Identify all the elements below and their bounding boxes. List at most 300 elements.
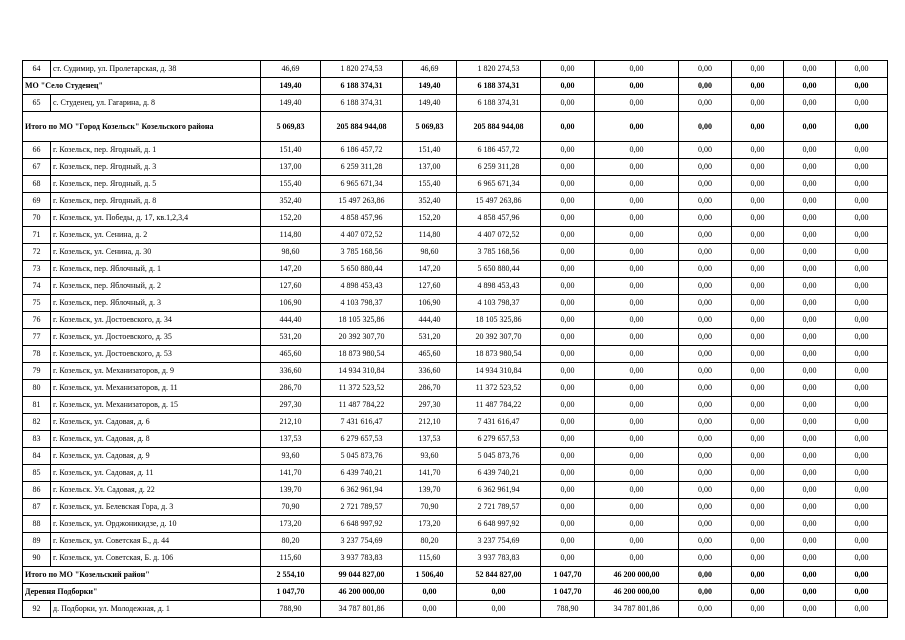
value-cell: 20 392 307,70 — [321, 329, 403, 346]
value-cell: 0,00 — [836, 533, 888, 550]
value-cell: 0,00 — [732, 533, 784, 550]
value-cell: 114,80 — [403, 227, 457, 244]
row-number: 78 — [23, 346, 51, 363]
value-cell: 0,00 — [836, 414, 888, 431]
value-cell: 3 785 168,56 — [457, 244, 541, 261]
value-cell: 147,20 — [261, 261, 321, 278]
value-cell: 0,00 — [595, 227, 679, 244]
value-cell: 0,00 — [836, 261, 888, 278]
row-number: 72 — [23, 244, 51, 261]
value-cell: 444,40 — [403, 312, 457, 329]
value-cell: 0,00 — [595, 329, 679, 346]
value-cell: 0,00 — [784, 295, 836, 312]
value-cell: 0,00 — [784, 95, 836, 112]
value-cell: 352,40 — [403, 193, 457, 210]
value-cell: 3 237 754,69 — [321, 533, 403, 550]
address-cell: г. Козельск, ул. Советская, Б. д. 106 — [51, 550, 261, 567]
value-cell: 114,80 — [261, 227, 321, 244]
value-cell: 0,00 — [732, 380, 784, 397]
value-cell: 212,10 — [261, 414, 321, 431]
value-cell: 0,00 — [836, 142, 888, 159]
value-cell: 0,00 — [836, 244, 888, 261]
value-cell: 0,00 — [595, 346, 679, 363]
value-cell: 1 820 274,53 — [457, 61, 541, 78]
value-cell: 0,00 — [679, 142, 732, 159]
value-cell: 46 200 000,00 — [595, 584, 679, 601]
value-cell: 152,20 — [261, 210, 321, 227]
value-cell: 0,00 — [541, 465, 595, 482]
value-cell: 0,00 — [541, 346, 595, 363]
value-cell: 52 844 827,00 — [457, 567, 541, 584]
value-cell: 0,00 — [595, 142, 679, 159]
value-cell: 0,00 — [836, 346, 888, 363]
value-cell: 0,00 — [541, 142, 595, 159]
value-cell: 127,60 — [261, 278, 321, 295]
value-cell: 0,00 — [679, 227, 732, 244]
value-cell: 0,00 — [403, 601, 457, 618]
table-row — [23, 397, 888, 414]
value-cell: 0,00 — [732, 112, 784, 142]
row-number: 89 — [23, 533, 51, 550]
value-cell: 0,00 — [679, 363, 732, 380]
value-cell: 297,30 — [403, 397, 457, 414]
value-cell: 18 105 325,86 — [457, 312, 541, 329]
value-cell: 5 650 880,44 — [457, 261, 541, 278]
value-cell: 151,40 — [403, 142, 457, 159]
table-row — [23, 312, 888, 329]
value-cell: 1 820 274,53 — [321, 61, 403, 78]
value-cell: 0,00 — [541, 312, 595, 329]
value-cell: 336,60 — [403, 363, 457, 380]
value-cell: 3 237 754,69 — [457, 533, 541, 550]
value-cell: 0,00 — [732, 584, 784, 601]
value-cell: 46 200 000,00 — [595, 567, 679, 584]
value-cell: 0,00 — [732, 482, 784, 499]
value-cell: 11 487 784,22 — [321, 397, 403, 414]
value-cell: 0,00 — [541, 499, 595, 516]
value-cell: 0,00 — [784, 176, 836, 193]
value-cell: 173,20 — [261, 516, 321, 533]
value-cell: 0,00 — [836, 278, 888, 295]
value-cell: 0,00 — [541, 193, 595, 210]
value-cell: 0,00 — [732, 448, 784, 465]
value-cell: 0,00 — [732, 295, 784, 312]
value-cell: 141,70 — [261, 465, 321, 482]
value-cell: 0,00 — [784, 61, 836, 78]
value-cell: 0,00 — [679, 533, 732, 550]
subtotal-row — [23, 567, 888, 584]
address-cell: г. Козельск, ул. Садовая, д. 9 — [51, 448, 261, 465]
value-cell: 6 648 997,92 — [321, 516, 403, 533]
value-cell: 0,00 — [679, 516, 732, 533]
value-cell: 0,00 — [784, 584, 836, 601]
value-cell: 6 965 671,34 — [457, 176, 541, 193]
value-cell: 0,00 — [784, 482, 836, 499]
address-cell: ст. Судимир, ул. Пролетарская, д. 38 — [51, 61, 261, 78]
value-cell: 0,00 — [836, 550, 888, 567]
value-cell: 7 431 616,47 — [321, 414, 403, 431]
value-cell: 15 497 263,86 — [321, 193, 403, 210]
value-cell: 0,00 — [836, 448, 888, 465]
address-cell: г. Козельск, ул. Механизаторов, д. 15 — [51, 397, 261, 414]
value-cell: 0,00 — [836, 78, 888, 95]
value-cell: 2 554,10 — [261, 567, 321, 584]
table-row — [23, 550, 888, 567]
value-cell: 137,53 — [261, 431, 321, 448]
row-number: 68 — [23, 176, 51, 193]
value-cell: 0,00 — [784, 78, 836, 95]
value-cell: 0,00 — [836, 193, 888, 210]
value-cell: 0,00 — [836, 227, 888, 244]
value-cell: 0,00 — [836, 329, 888, 346]
value-cell: 15 497 263,86 — [457, 193, 541, 210]
table-row — [23, 95, 888, 112]
value-cell: 0,00 — [541, 482, 595, 499]
value-cell: 106,90 — [261, 295, 321, 312]
value-cell: 531,20 — [403, 329, 457, 346]
value-cell: 5 650 880,44 — [321, 261, 403, 278]
value-cell: 6 188 374,31 — [321, 95, 403, 112]
value-cell: 0,00 — [784, 533, 836, 550]
subtotal-label: Итого по МО "Козельский район" — [23, 567, 261, 584]
address-cell: г. Козельск, ул. Победы, д. 17, кв.1,2,3,4 — [51, 210, 261, 227]
value-cell: 0,00 — [784, 550, 836, 567]
value-cell: 6 188 374,31 — [457, 78, 541, 95]
table-row — [23, 210, 888, 227]
value-cell: 0,00 — [457, 584, 541, 601]
value-cell: 0,00 — [836, 312, 888, 329]
value-cell: 0,00 — [541, 227, 595, 244]
row-number: 77 — [23, 329, 51, 346]
value-cell: 0,00 — [679, 499, 732, 516]
value-cell: 127,60 — [403, 278, 457, 295]
value-cell: 352,40 — [261, 193, 321, 210]
row-number: 64 — [23, 61, 51, 78]
address-cell: г. Козельск, ул. Советская Б., д. 44 — [51, 533, 261, 550]
value-cell: 0,00 — [836, 516, 888, 533]
value-cell: 115,60 — [261, 550, 321, 567]
address-cell: г. Козельск, пер. Ягодный, д. 1 — [51, 142, 261, 159]
value-cell: 93,60 — [403, 448, 457, 465]
value-cell: 0,00 — [595, 159, 679, 176]
row-number: 90 — [23, 550, 51, 567]
value-cell: 0,00 — [836, 584, 888, 601]
value-cell: 1 047,70 — [541, 567, 595, 584]
value-cell: 0,00 — [595, 482, 679, 499]
row-number: 92 — [23, 601, 51, 618]
value-cell: 5 069,83 — [403, 112, 457, 142]
value-cell: 0,00 — [732, 431, 784, 448]
address-cell: г. Козельск, пер. Яблочный, д. 2 — [51, 278, 261, 295]
value-cell: 34 787 801,86 — [595, 601, 679, 618]
value-cell: 0,00 — [541, 380, 595, 397]
value-cell: 149,40 — [403, 78, 457, 95]
value-cell: 0,00 — [784, 278, 836, 295]
value-cell: 205 884 944,08 — [321, 112, 403, 142]
table-row — [23, 278, 888, 295]
address-cell: с. Студенец, ул. Гагарина, д. 8 — [51, 95, 261, 112]
address-cell: г. Козельск, ул. Механизаторов, д. 9 — [51, 363, 261, 380]
value-cell: 1 047,70 — [541, 584, 595, 601]
value-cell: 0,00 — [732, 142, 784, 159]
subtotal-label: МО "Село Студенец" — [23, 78, 261, 95]
value-cell: 0,00 — [784, 112, 836, 142]
value-cell: 0,00 — [595, 397, 679, 414]
value-cell: 0,00 — [541, 278, 595, 295]
value-cell: 788,90 — [261, 601, 321, 618]
row-number: 67 — [23, 159, 51, 176]
value-cell: 0,00 — [595, 295, 679, 312]
value-cell: 0,00 — [595, 516, 679, 533]
address-cell: г. Козельск, пер. Ягодный, д. 8 — [51, 193, 261, 210]
row-number: 86 — [23, 482, 51, 499]
value-cell: 0,00 — [595, 261, 679, 278]
value-cell: 0,00 — [541, 261, 595, 278]
value-cell: 0,00 — [679, 601, 732, 618]
value-cell: 0,00 — [784, 397, 836, 414]
table-row — [23, 193, 888, 210]
value-cell: 0,00 — [784, 499, 836, 516]
row-number: 85 — [23, 465, 51, 482]
value-cell: 0,00 — [595, 550, 679, 567]
value-cell: 6 648 997,92 — [457, 516, 541, 533]
value-cell: 0,00 — [679, 210, 732, 227]
table-row — [23, 142, 888, 159]
address-cell: г. Козельск. Ул. Садовая, д. 22 — [51, 482, 261, 499]
address-cell: г. Козельск, пер. Яблочный, д. 1 — [51, 261, 261, 278]
value-cell: 6 188 374,31 — [457, 95, 541, 112]
row-number: 73 — [23, 261, 51, 278]
value-cell: 137,00 — [403, 159, 457, 176]
table-row — [23, 533, 888, 550]
value-cell: 0,00 — [679, 159, 732, 176]
row-number: 88 — [23, 516, 51, 533]
table-row — [23, 482, 888, 499]
value-cell: 1 047,70 — [261, 584, 321, 601]
value-cell: 0,00 — [679, 414, 732, 431]
table-row — [23, 380, 888, 397]
address-cell: г. Козельск, ул. Садовая, д. 8 — [51, 431, 261, 448]
value-cell: 149,40 — [403, 95, 457, 112]
value-cell: 0,00 — [679, 550, 732, 567]
address-cell: г. Козельск, ул. Орджоникидзе, д. 10 — [51, 516, 261, 533]
table-row — [23, 601, 888, 618]
value-cell: 0,00 — [784, 516, 836, 533]
value-cell: 141,70 — [403, 465, 457, 482]
address-cell: г. Козельск, ул. Садовая, д. 11 — [51, 465, 261, 482]
address-cell: г. Козельск, пер. Ягодный, д. 5 — [51, 176, 261, 193]
value-cell: 0,00 — [679, 295, 732, 312]
table-row — [23, 295, 888, 312]
value-cell: 11 372 523,52 — [321, 380, 403, 397]
value-cell: 6 439 740,21 — [321, 465, 403, 482]
address-cell: г. Козельск, ул. Белевская Гора, д. 3 — [51, 499, 261, 516]
table-row — [23, 346, 888, 363]
value-cell: 0,00 — [784, 329, 836, 346]
table-row — [23, 499, 888, 516]
table-row — [23, 329, 888, 346]
value-cell: 0,00 — [595, 193, 679, 210]
row-number: 65 — [23, 95, 51, 112]
value-cell: 531,20 — [261, 329, 321, 346]
table-row — [23, 448, 888, 465]
value-cell: 0,00 — [784, 193, 836, 210]
value-cell: 98,60 — [403, 244, 457, 261]
value-cell: 0,00 — [732, 261, 784, 278]
address-cell: д. Подборки, ул. Молодежная, д. 1 — [51, 601, 261, 618]
value-cell: 3 785 168,56 — [321, 244, 403, 261]
value-cell: 0,00 — [679, 482, 732, 499]
value-cell: 0,00 — [679, 584, 732, 601]
value-cell: 0,00 — [836, 601, 888, 618]
value-cell: 0,00 — [595, 431, 679, 448]
value-cell: 6 362 961,94 — [457, 482, 541, 499]
value-cell: 0,00 — [541, 414, 595, 431]
subtotal-label: Итого по МО "Город Козельск" Козельского района — [23, 112, 261, 142]
value-cell: 0,00 — [732, 346, 784, 363]
value-cell: 0,00 — [732, 78, 784, 95]
value-cell: 0,00 — [595, 244, 679, 261]
table-row — [23, 176, 888, 193]
value-cell: 4 103 798,37 — [321, 295, 403, 312]
value-cell: 6 965 671,34 — [321, 176, 403, 193]
address-cell: г. Козельск, ул. Садовая, д. 6 — [51, 414, 261, 431]
subtotal-row — [23, 584, 888, 601]
value-cell: 0,00 — [732, 193, 784, 210]
address-cell: г. Козельск, ул. Сенина, д. 30 — [51, 244, 261, 261]
value-cell: 0,00 — [541, 550, 595, 567]
value-cell: 0,00 — [836, 363, 888, 380]
value-cell: 0,00 — [784, 159, 836, 176]
value-cell: 0,00 — [732, 550, 784, 567]
value-cell: 0,00 — [403, 584, 457, 601]
value-cell: 0,00 — [595, 176, 679, 193]
value-cell: 0,00 — [541, 397, 595, 414]
value-cell: 70,90 — [261, 499, 321, 516]
row-number: 79 — [23, 363, 51, 380]
address-cell: г. Козельск, пер. Яблочный, д. 3 — [51, 295, 261, 312]
value-cell: 0,00 — [541, 61, 595, 78]
address-cell: г. Козельск, ул. Достоевского, д. 35 — [51, 329, 261, 346]
value-cell: 0,00 — [784, 414, 836, 431]
value-cell: 147,20 — [403, 261, 457, 278]
value-cell: 80,20 — [261, 533, 321, 550]
value-cell: 0,00 — [732, 567, 784, 584]
value-cell: 0,00 — [836, 567, 888, 584]
value-cell: 788,90 — [541, 601, 595, 618]
value-cell: 0,00 — [679, 176, 732, 193]
value-cell: 46,69 — [403, 61, 457, 78]
value-cell: 0,00 — [595, 112, 679, 142]
value-cell: 0,00 — [457, 601, 541, 618]
value-cell: 465,60 — [403, 346, 457, 363]
value-cell: 1 506,40 — [403, 567, 457, 584]
value-cell: 0,00 — [732, 465, 784, 482]
table-row — [23, 61, 888, 78]
value-cell: 0,00 — [836, 482, 888, 499]
value-cell: 0,00 — [679, 78, 732, 95]
table-body — [23, 61, 888, 618]
value-cell: 0,00 — [732, 329, 784, 346]
value-cell: 0,00 — [732, 499, 784, 516]
value-cell: 139,70 — [261, 482, 321, 499]
value-cell: 0,00 — [732, 227, 784, 244]
table-row — [23, 516, 888, 533]
row-number: 75 — [23, 295, 51, 312]
value-cell: 0,00 — [732, 61, 784, 78]
value-cell: 0,00 — [679, 278, 732, 295]
value-cell: 0,00 — [595, 78, 679, 95]
value-cell: 20 392 307,70 — [457, 329, 541, 346]
value-cell: 5 069,83 — [261, 112, 321, 142]
value-cell: 6 186 457,72 — [321, 142, 403, 159]
value-cell: 336,60 — [261, 363, 321, 380]
value-cell: 212,10 — [403, 414, 457, 431]
value-cell: 0,00 — [679, 346, 732, 363]
value-cell: 4 898 453,43 — [321, 278, 403, 295]
value-cell: 6 362 961,94 — [321, 482, 403, 499]
address-cell: г. Козельск, ул. Достоевского, д. 34 — [51, 312, 261, 329]
row-number: 80 — [23, 380, 51, 397]
value-cell: 0,00 — [732, 176, 784, 193]
value-cell: 0,00 — [595, 414, 679, 431]
value-cell: 0,00 — [541, 329, 595, 346]
value-cell: 0,00 — [679, 431, 732, 448]
table-row — [23, 227, 888, 244]
value-cell: 0,00 — [679, 61, 732, 78]
value-cell: 0,00 — [732, 244, 784, 261]
value-cell: 0,00 — [595, 533, 679, 550]
value-cell: 0,00 — [541, 176, 595, 193]
value-cell: 0,00 — [679, 312, 732, 329]
table-row — [23, 465, 888, 482]
value-cell: 11 487 784,22 — [457, 397, 541, 414]
value-cell: 18 105 325,86 — [321, 312, 403, 329]
value-cell: 5 045 873,76 — [321, 448, 403, 465]
value-cell: 6 279 657,53 — [457, 431, 541, 448]
value-cell: 0,00 — [836, 210, 888, 227]
row-number: 66 — [23, 142, 51, 159]
value-cell: 0,00 — [595, 210, 679, 227]
value-cell: 6 186 457,72 — [457, 142, 541, 159]
value-cell: 0,00 — [784, 210, 836, 227]
value-cell: 0,00 — [541, 448, 595, 465]
value-cell: 46 200 000,00 — [321, 584, 403, 601]
value-cell: 0,00 — [784, 261, 836, 278]
value-cell: 0,00 — [784, 601, 836, 618]
value-cell: 0,00 — [836, 465, 888, 482]
value-cell: 0,00 — [595, 448, 679, 465]
value-cell: 0,00 — [679, 397, 732, 414]
value-cell: 0,00 — [784, 567, 836, 584]
value-cell: 4 103 798,37 — [457, 295, 541, 312]
value-cell: 0,00 — [541, 363, 595, 380]
value-cell: 0,00 — [732, 516, 784, 533]
value-cell: 0,00 — [732, 363, 784, 380]
value-cell: 155,40 — [403, 176, 457, 193]
value-cell: 0,00 — [679, 244, 732, 261]
value-cell: 80,20 — [403, 533, 457, 550]
value-cell: 4 898 453,43 — [457, 278, 541, 295]
value-cell: 3 937 783,83 — [321, 550, 403, 567]
subtotal-row — [23, 112, 888, 142]
value-cell: 0,00 — [784, 448, 836, 465]
value-cell: 0,00 — [836, 431, 888, 448]
value-cell: 4 407 072,52 — [457, 227, 541, 244]
value-cell: 137,00 — [261, 159, 321, 176]
row-number: 84 — [23, 448, 51, 465]
value-cell: 0,00 — [784, 142, 836, 159]
